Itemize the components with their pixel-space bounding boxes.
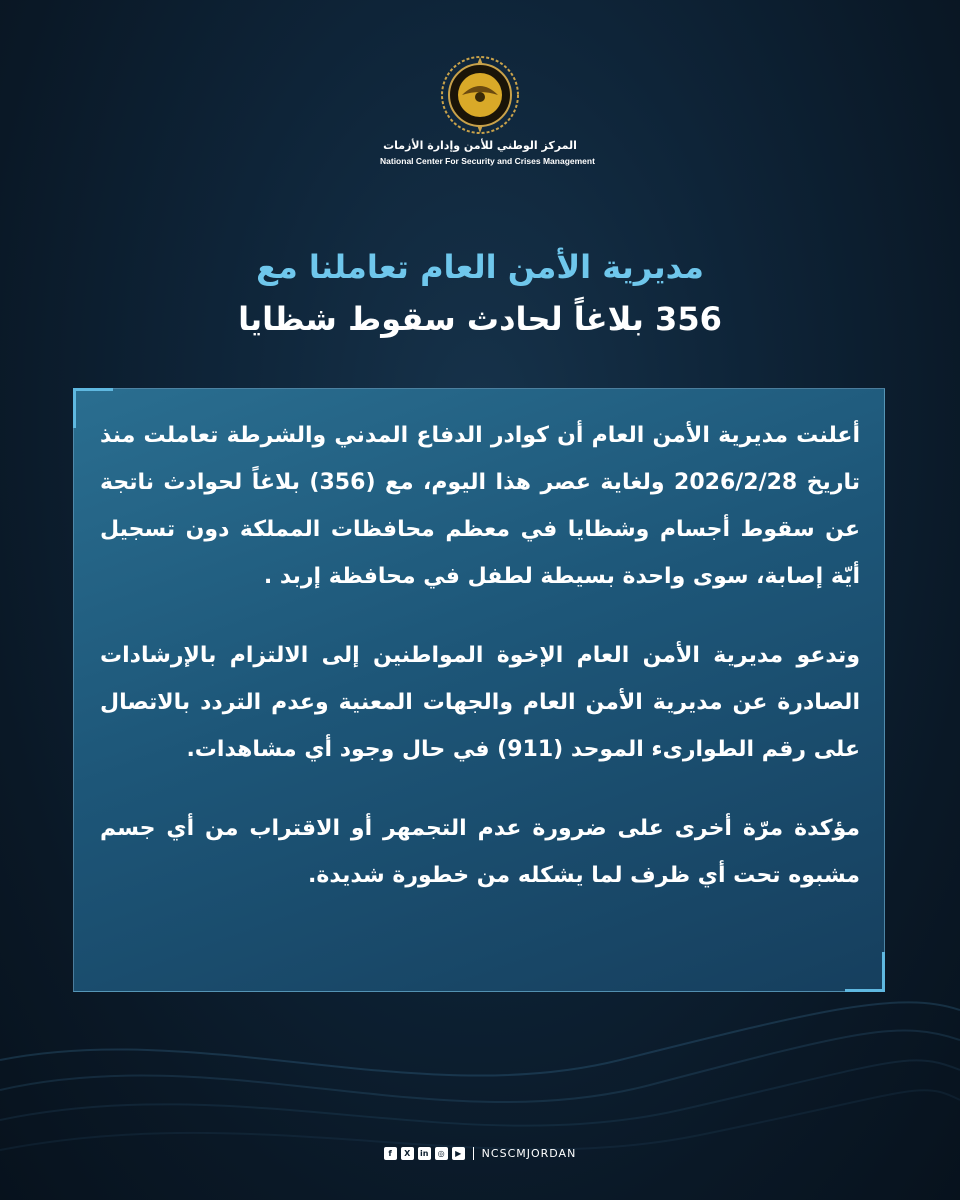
paragraph-1: أعلنت مديرية الأمن العام أن كوادر الدفاع المدني والشرطة تعاملت منذ تاريخ 2026/2/28 ولغاية عصر هذا اليوم، مع (356) بلاغاً لحوادث ناتجة عن سقوط أجسام وشظايا في معظم محافظات المملكة دون تسجيل أيّة إصابة، سوى واحدة بسيطة لطفل في محافظة إربد .	[100, 423, 861, 589]
footer-social-bar	[380, 1143, 580, 1163]
footer-divider	[473, 1147, 474, 1160]
announcement-body	[100, 412, 860, 931]
header-logo	[380, 55, 595, 175]
paragraph-3: مؤكدة مرّة أخرى على ضرورة عدم التجمهر أو الاقتراب من أي جسم مشبوه تحت أي ظرف لما يشكله من خطورة شديدة.	[100, 816, 860, 888]
logo-arabic-name: المركز الوطني للأمن وإدارة الأزمات	[383, 139, 577, 152]
headline-line-2: 356 بلاغاً لحادث سقوط شظايا	[238, 300, 722, 338]
instagram-icon[interactable]: ◎	[435, 1147, 448, 1160]
footer-handle[interactable]: NCSCMJORDAN	[481, 1146, 577, 1160]
facebook-icon[interactable]: f	[384, 1147, 397, 1160]
x-icon[interactable]: X	[401, 1147, 414, 1160]
headline-line-1: مديرية الأمن العام تعاملنا مع	[256, 248, 704, 286]
linkedin-icon[interactable]: in	[418, 1147, 431, 1160]
youtube-icon[interactable]: ▶	[452, 1147, 465, 1160]
emblem-icon	[440, 55, 520, 135]
card-corner-bottom-right	[845, 952, 885, 992]
paragraph-2: وتدعو مديرية الأمن العام الإخوة المواطنين إلى الالتزام بالإرشادات الصادرة عن مديرية الأمن العام والجهات المعنية وعدم التردد بالاتصال على رقم الطوارىء الموحد (911) في حال وجود أي مشاهدات.	[100, 643, 860, 762]
logo-english-name: National Center For Security and Crises Management	[380, 156, 595, 166]
